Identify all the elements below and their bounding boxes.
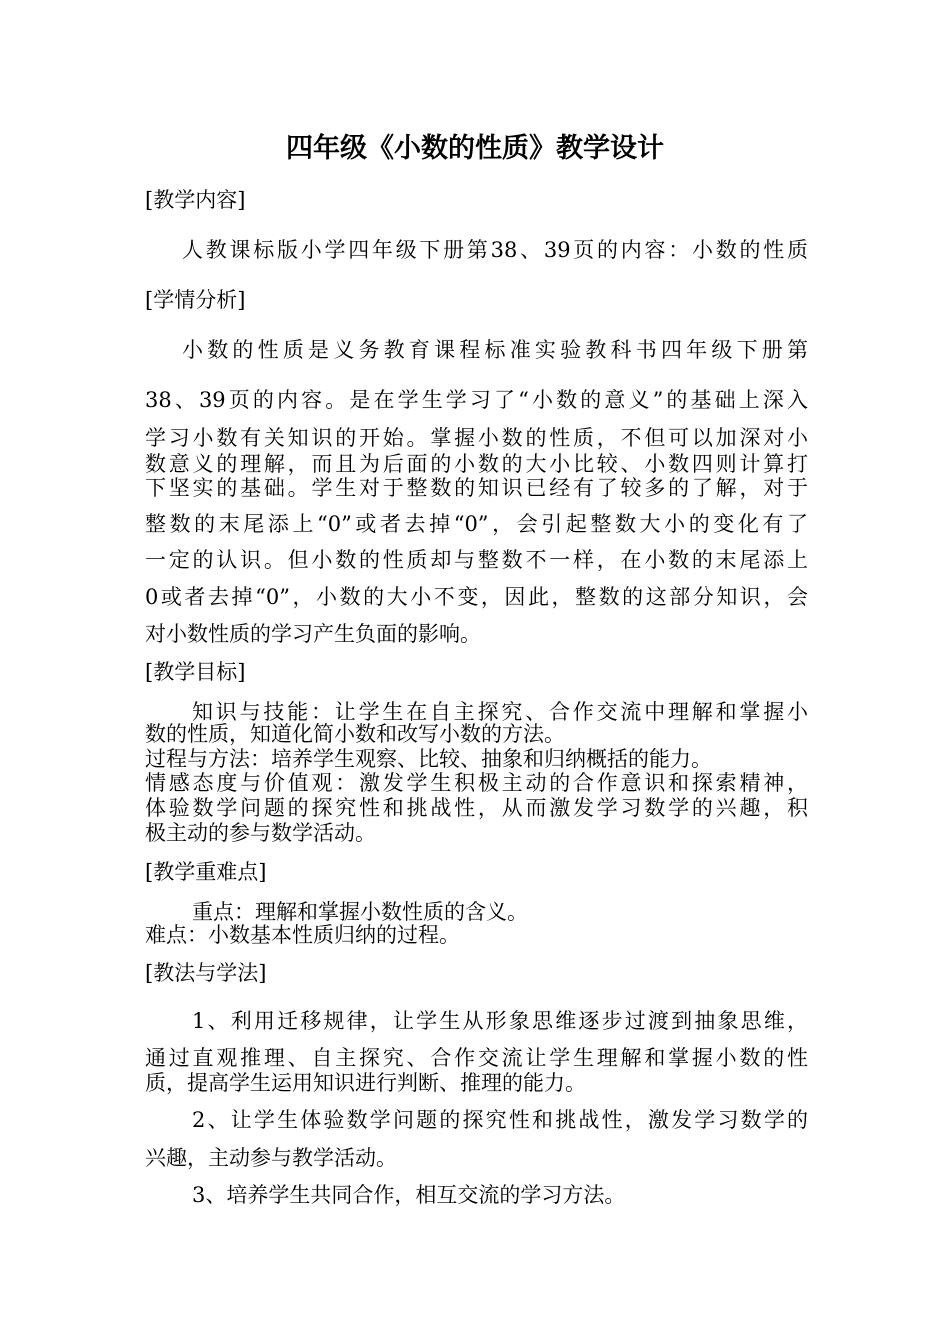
methods-line: 2、让学生体验数学问题的探究性和挑战性，激发学习数学的 (192, 1108, 808, 1132)
keypoints-line: 重点：理解和掌握小数性质的含义。 (192, 900, 528, 924)
goals-line: 数的性质，知道化简小数和改写小数的方法。 (145, 722, 565, 746)
methods-line: 通过直观推理、自主探究、合作交流让学生理解和掌握小数的性 (145, 1046, 808, 1070)
analysis-line: 学习小数有关知识的开始。掌握小数的性质，不但可以加深对小 (145, 426, 808, 450)
analysis-line: 数意义的理解，而且为后面的小数的大小比较、小数四则计算打 (145, 452, 808, 476)
document-title: 四年级《小数的性质》教学设计 (286, 133, 664, 164)
section-heading-keypoints: [教学重难点] (145, 860, 267, 884)
section-heading-methods: [教法与学法] (145, 961, 267, 985)
goals-line: 知识与技能：让学生在自主探究、合作交流中理解和掌握小 (192, 700, 808, 724)
section-heading-goals: [教学目标] (145, 660, 246, 684)
analysis-line: 整数的末尾添上“0”或者去掉“0”，会引起整数大小的变化有了 (145, 512, 808, 536)
section-heading-content: [教学内容] (145, 188, 246, 212)
analysis-line: 下坚实的基础。学生对于整数的知识已经有了较多的了解，对于 (145, 476, 808, 500)
goals-line: 极主动的参与数学活动。 (145, 821, 376, 845)
content-text: 人教课标版小学四年级下册第38、39页的内容：小数的性质 (182, 238, 808, 262)
goals-line: 情感态度与价值观：激发学生积极主动的合作意识和探索精神， (145, 771, 808, 795)
keypoints-line: 难点：小数基本性质归纳的过程。 (145, 923, 460, 947)
methods-line: 质，提高学生运用知识进行判断、推理的能力。 (145, 1071, 586, 1095)
analysis-line: 小数的性质是义务教育课程标准实验教科书四年级下册第 (182, 338, 808, 362)
analysis-line: 一定的认识。但小数的性质却与整数不一样，在小数的末尾添上 (145, 548, 808, 572)
section-heading-analysis: [学情分析] (145, 288, 246, 312)
goals-line: 体验数学问题的探究性和挑战性，从而激发学习数学的兴趣，积 (145, 796, 808, 820)
methods-line: 兴趣，主动参与教学活动。 (145, 1146, 397, 1170)
goals-line: 过程与方法：培养学生观察、比较、抽象和归纳概括的能力。 (145, 747, 712, 771)
analysis-line: 0或者去掉“0”，小数的大小不变，因此，整数的这部分知识，会 (145, 585, 808, 609)
methods-line: 3、培养学生共同合作，相互交流的学习方法。 (192, 1183, 626, 1207)
analysis-line: 38、39页的内容。是在学生学习了“小数的意义”的基础上深入 (145, 388, 808, 412)
analysis-line: 对小数性质的学习产生负面的影响。 (145, 622, 481, 646)
methods-line: 1、利用迁移规律，让学生从形象思维逐步过渡到抽象思维， (192, 1009, 808, 1033)
